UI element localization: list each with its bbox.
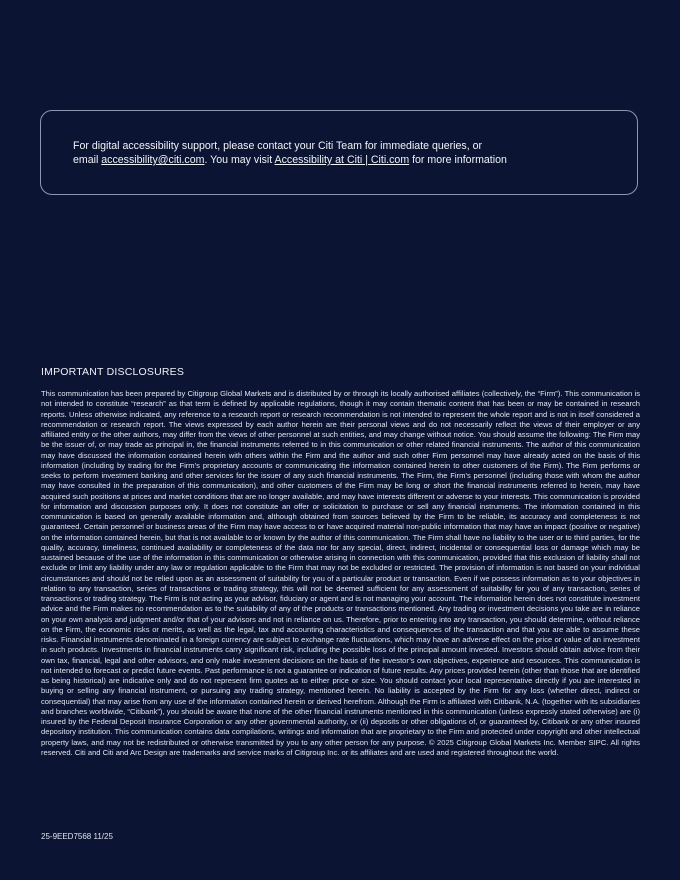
accessibility-notice-box (40, 110, 638, 195)
document-code: 25-9EED7568 11/25 (41, 832, 113, 841)
accessibility-suffix: for more information (409, 154, 507, 166)
accessibility-notice-text (73, 139, 613, 167)
email-prefix: email (73, 154, 102, 166)
accessibility-email-link[interactable]: accessibility@citi.com (101, 154, 205, 166)
disclosures-heading: IMPORTANT DISCLOSURES (41, 366, 185, 378)
accessibility-mid-text: . You may visit (204, 154, 275, 166)
disclosures-body: This communication has been prepared by Citigroup Global Markets and is distributed by or through its locally authorised affiliates (collectively, the “Firm”). This communication is not intended to constitute “research” as that term is defined by applicable regulations, though it may contain thematic content that has been or may be contained in research reports. Unless otherwise indicated, any reference to a research report or research recommendation is not intended to represent the whole report and is not in itself considered a recommendation or research report. The views expressed by each author herein are their personal views and do not necessarily reflect the views of their employer or any affiliated entity or the other authors, may differ from the views of other personnel at such entities, and may change without notice. You should assume the following: The Firm may be the issuer of, or may trade as principal in, the financial instruments referred to in this communication or other related financial instruments. The author of this communication may have discussed the information contained herein with others within the Firm and the author and such other Firm personnel may have already acted on the basis of this information (including by trading for the Firm’s proprietary accounts or communicating the information contained herein to other customers of the Firm). The Firm performs or seeks to perform investment banking and other services for the issuer of any such financial instruments. The Firm, the Firm’s personnel (including those with whom the author may have consulted in the preparation of this communication), and other customers of the Firm may be long or short the financial instruments referred to herein, may have acquired such positions at prices and market conditions that are no longer available, and may have interests different or adverse to your interests. This communication is provided for information and discussion purposes only. It does not constitute an offer or solicitation to purchase or sell any financial instruments. The information contained in this communication is based on generally available information and, although obtained from sources believed by the Firm to be reliable, its accuracy and completeness is not guaranteed. Certain personnel or business areas of the Firm may have access to or have acquired material non-public information that may have an impact (positive or negative) on the information contained herein, but that is not available to or known by the author of this communication. The Firm shall have no liability to the user or to third parties, for the quality, accuracy, timeliness, continued availability or completeness of the data nor for any special, direct, indirect, incidental or consequential loss or damage which may be sustained because of the use of the information in this communication or otherwise arising in connection with this communication, provided that this exclusion of liability shall not exclude or limit any liability under any law or regulation applicable to the Firm that may not be excluded or restricted. The provision of information is not based on your individual circumstances and should not be relied upon as an assessment of suitability for you of a particular product or transaction. Even if we possess information as to your objectives in relation to any transaction, series of transactions or trading strategy, this will not be deemed sufficient for any assessment of suitability for you of any transaction, series of transactions or trading strategy. The Firm is not acting as your advisor, fiduciary or agent and is not managing your account. The information herein does not constitute investment advice and the Firm makes no recommendation as to the suitability of any of the products or transactions mentioned. Any trading or investment decisions you take are in reliance on your own analysis and judgment and/or that of your advisors and not in reliance on us. Therefore, prior to entering into any transaction, you should determine, without reliance on the Firm, the economic risks or merits, as well as the legal, tax and accounting characteristics and consequences of the transaction and that you are able to assume these risks. Financial instruments denominated in a foreign currency are subject to exchange rate fluctuations, which may have an adverse effect on the price or value of an investment in such products. Investments in financial instruments carry significant risk, including the possible loss of the principal amount invested. Investors should obtain advice from their own tax, financial, legal and other advisors, and only make investment decisions on the basis of the investor’s own objectives, experience and resources. This communication is not intended to forecast or predict future events. Past performance is not a guarantee or indication of future results. Any prices provided herein (other than those that are identified as being historical) are indicative only and do not represent firm quotes as to either price or size. You should contact your local representative directly if you are interested in buying or selling any financial instrument, or pursuing any trading strategy, mentioned herein. No liability is accepted by the Firm for any loss (whether direct, indirect or consequential) that may arise from any use of the information contained herein or derived herefrom. Although the Firm is affiliated with Citibank, N.A. (together with its subsidiaries and branches worldwide, “Citibank”), you should be aware that none of the other financial instruments mentioned in this communication (unless expressly stated otherwise) are (i) insured by the Federal Deposit Insurance Corporation or any other governmental authority, or (ii) deposits or other obligations of, or guaranteed by, Citibank or any other insured depository institution. This communication contains data compilations, writings and information that are proprietary to the Firm and protected under copyright and other intellectual property laws, and may not be redistributed or otherwise transmitted by you to any other person for any purpose. © 2025 Citigroup Global Markets Inc. Member SIPC. All rights reserved. Citi and Citi and Arc Design are trademarks and service marks of Citigroup Inc. or its affiliates and are used and registered throughout the world. (41, 389, 640, 757)
accessibility-site-link[interactable]: Accessibility at Citi | Citi.com (274, 154, 410, 166)
accessibility-line-1: For digital accessibility support, please contact your Citi Team for immediate queries, or (73, 140, 483, 152)
